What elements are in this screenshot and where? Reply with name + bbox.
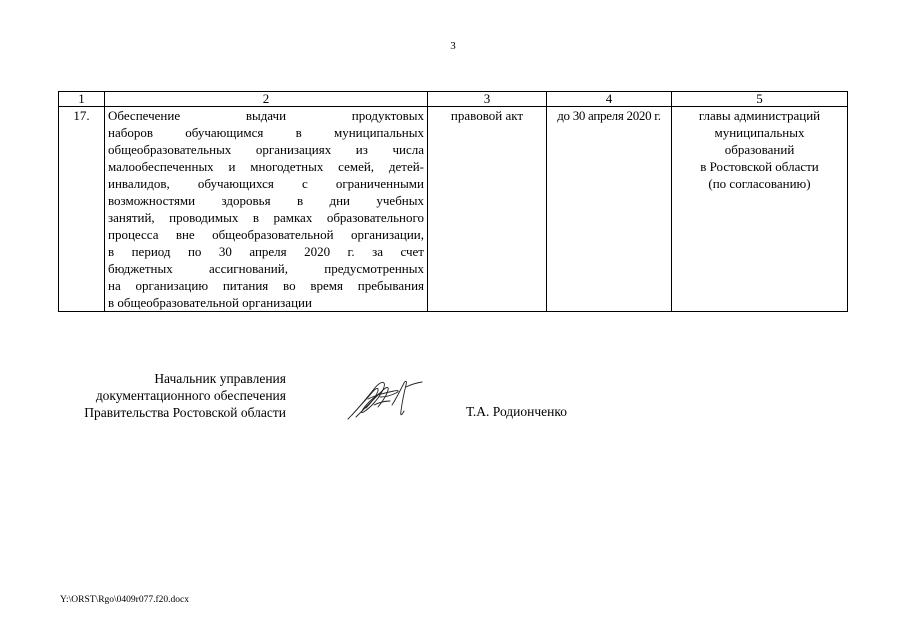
measure-text-line: бюджетных ассигнований, предусмотренных	[108, 261, 424, 276]
measure-text-line: Обеспечение выдачи продуктовых	[108, 108, 424, 123]
responsible-line: в Ростовской области	[700, 159, 819, 174]
measure-text-line: в общеобразовательной организации	[108, 295, 312, 310]
row-number: 17.	[59, 107, 105, 312]
responsible-line: (по согласованию)	[708, 176, 811, 191]
measure-text-line: в период по 30 апреля 2020 г. за счет	[108, 244, 424, 259]
measure-text-line: занятий, проводимых в рамках образовательного	[108, 210, 424, 225]
responsible-line: муниципальных	[714, 125, 805, 140]
measure-text-line: наборов обучающимся в муниципальных	[108, 125, 424, 140]
page-number: 3	[450, 40, 456, 52]
measure-text-line: на организацию питания во время пребывания	[108, 278, 424, 293]
file-path: Y:\ORST\Rgo\0409r077.f20.docx	[60, 595, 189, 605]
column-header-1: 1	[59, 92, 105, 107]
measure-text-line: инвалидов, обучающихся с ограниченными	[108, 176, 424, 191]
signatory-title-line: Начальник управления	[154, 371, 286, 386]
responsible-line: главы администраций	[698, 108, 821, 123]
measure-text-line: малообеспеченных и многодетных семей, детей-	[108, 159, 424, 174]
measure-text-line: процесса вне общеобразовательной организации,	[108, 227, 424, 242]
table-header-row	[59, 92, 848, 107]
column-header-5: 5	[672, 92, 848, 107]
measure-text-line: общеобразовательных организациях из числа	[108, 142, 424, 157]
responsible-line: образований	[724, 142, 795, 157]
column-header-3: 3	[428, 92, 547, 107]
deadline: до 30 апреля 2020 г.	[547, 107, 672, 312]
measure-text-line: возможностями здоровья в дни учебных	[108, 193, 424, 208]
measure-description	[105, 107, 428, 312]
table-row	[59, 107, 848, 312]
handwritten-signature	[344, 375, 424, 425]
signatory-name: Т.А. Родионченко	[466, 404, 567, 419]
signatory-title-line: документационного обеспечения	[95, 388, 286, 403]
measures-table	[58, 91, 848, 312]
signatory-title-line: Правительства Ростовской области	[84, 405, 286, 420]
column-header-2: 2	[105, 92, 428, 107]
responsible-executor	[672, 107, 848, 312]
document-type: правовой акт	[428, 107, 547, 312]
column-header-4: 4	[547, 92, 672, 107]
signatory-title	[60, 370, 286, 421]
